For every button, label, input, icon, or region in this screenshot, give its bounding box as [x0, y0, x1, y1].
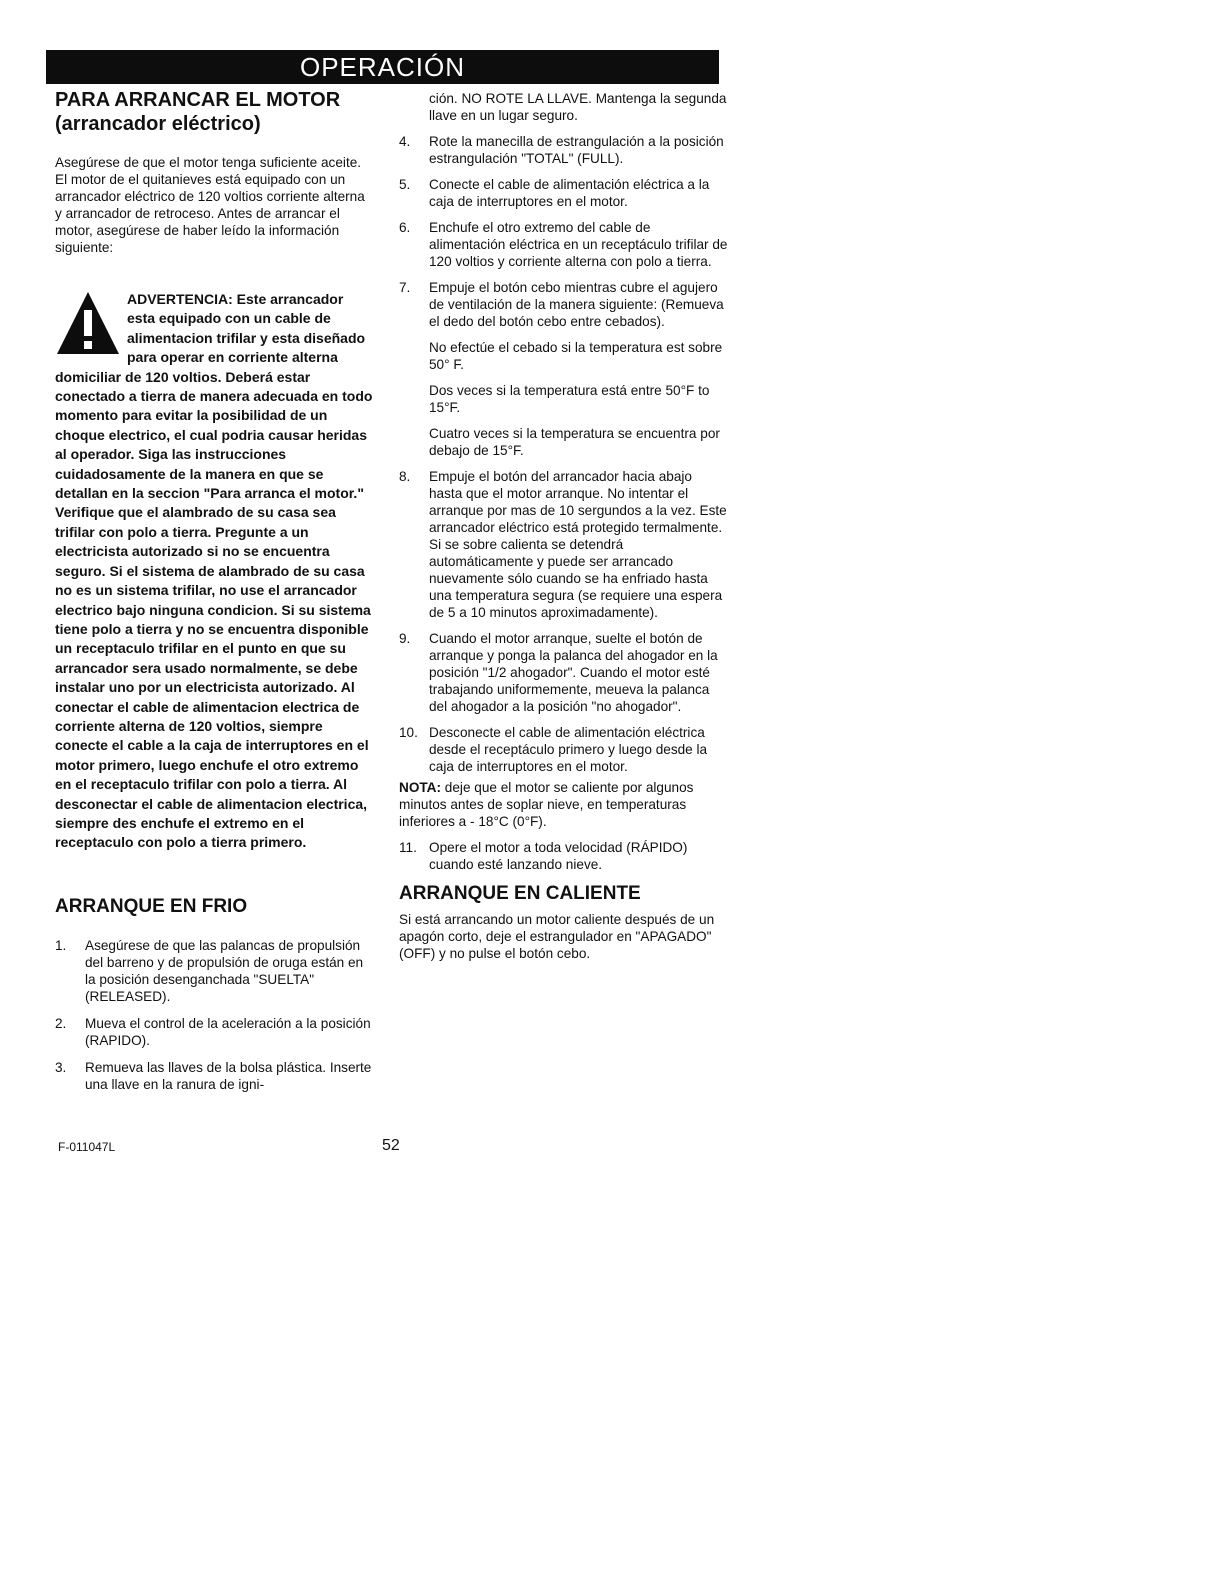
cold-start-steps-left — [55, 937, 373, 1093]
step-number: 3. — [55, 1059, 67, 1075]
list-item — [399, 133, 729, 167]
step-number: 2. — [55, 1015, 67, 1031]
list-item — [399, 724, 729, 775]
section-subtitle: (arrancador eléctrico) — [55, 113, 261, 135]
page-number: 52 — [382, 1137, 400, 1154]
list-item — [399, 630, 729, 715]
step-text: Asegúrese de que las palancas de propulsión del barreno y de propulsión de oruga están en la posición desenganchada "SUELTA" (RELEASED). — [85, 937, 364, 1004]
step-text: Enchufe el otro extremo del cable de alimentación eléctrica en un receptáculo trifilar de 120 voltios y corriente alterna con polo a tierra. — [429, 220, 728, 269]
step-number: 1. — [55, 937, 67, 953]
step-number: 8. — [399, 469, 411, 484]
step-number: 7. — [399, 280, 411, 295]
note-label: NOTA: — [399, 780, 442, 795]
note-text: deje que el motor se caliente por algunos minutos antes de soplar nieve, en temperaturas inferiores a - 18°C (0°F). — [399, 780, 694, 829]
step-number: 11. — [399, 840, 417, 855]
step-text: Opere el motor a toda velocidad (RÁPIDO) cuando esté lanzando nieve. — [429, 840, 688, 872]
list-item — [399, 279, 729, 330]
hot-start-paragraph: Si está arrancando un motor caliente después de un apagón corto, deje el estrangulador en "APAGADO" (OFF) y no pulse el botón cebo. — [399, 912, 715, 961]
warning-block — [55, 290, 373, 853]
step-text: Conecte el cable de alimentación eléctrica a la caja de interruptores en el motor. — [429, 177, 710, 209]
step-text: Mueva el control de la aceleración a la posición (RAPIDO). — [85, 1015, 371, 1048]
left-column — [55, 88, 373, 1093]
cold-start-steps-right-a — [399, 133, 729, 330]
list-item — [399, 468, 729, 621]
list-item — [55, 1059, 373, 1093]
list-item — [399, 219, 729, 270]
step-text: Desconecte el cable de alimentación eléctrica desde el receptáculo primero y luego desde la caja de interruptores en el motor. — [429, 725, 708, 774]
cold-start-title: ARRANQUE EN FRIO — [55, 895, 248, 917]
warning-triangle-icon — [55, 290, 121, 356]
step-number: 4. — [399, 134, 411, 149]
cold-start-steps-right-c — [399, 839, 729, 873]
list-item — [399, 839, 729, 873]
intro-paragraph: Asegúrese de que el motor tenga suficiente aceite. El motor de el quitanieves está equipado con un arrancador eléctrico de 120 voltios corriente alterna y arrancador de retroceso. Antes de arrancar el motor, asegúrese de haber leído la información siguiente: — [55, 155, 365, 255]
list-item — [399, 176, 729, 210]
list-item — [55, 937, 373, 1005]
note-paragraph — [399, 779, 729, 830]
step-number: 5. — [399, 177, 411, 192]
section-title: PARA ARRANCAR EL MOTOR — [55, 89, 341, 111]
primer-note: Cuatro veces si la temperatura se encuentra por debajo de 15°F. — [429, 426, 720, 458]
hot-start-title: ARRANQUE EN CALIENTE — [399, 883, 641, 904]
warning-text: ADVERTENCIA: Este arrancador esta equipado con un cable de alimentacion trifilar y esta diseñado para operar en corriente alterna domiciliar de 120 voltios. Deberá estar conectado a tierra de manera adecuada en todo momento para evitar la posibilidad de un choque electrico, el cual podria causar heridas al operador. Siga las instrucciones cuidadosamente de la manera en que se detallan en la seccion "Para arranca el motor." Verifique que el alambrado de su casa sea trifilar con polo a tierra. Pregunte a un electricista autorizado si no se encuentra seguro. Si el sistema de alambrado de su casa no es un sistema trifilar, no use el arrancador electrico bajo ninguna condicion. Si su sistema tiene polo a tierra y no se encuentra disponible un receptaculo trifilar en el punto en que su arrancador sera usado normalmente, se debe instalar uno por un electricista autorizado. Al conectar el cable de alimentacion electrica de corriente alterna de 120 voltios, siempre conecte el cable a la caja de interruptores en el motor primero, luego enchufe el otro extremo en el receptaculo trifilar con polo a tierra. Al desconectar el cable de alimentacion electrica, siempre des enchufe el extremo en el receptaculo con polo a tierra primero. — [55, 291, 373, 851]
step-text: Empuje el botón del arrancador hacia abajo hasta que el motor arranque. No intentar el arranque por mas de 10 sergundos a la vez. Este arrancador eléctrico está protegido termalmente. Si se sobre calienta se detendrá automáticamente y puede ser arrancado nuevamente sólo cuando se ha enfriado hasta una temperatura segura (se requiere una espera de 5 a 10 minutos aproximadamente). — [429, 469, 727, 620]
step-text: Empuje el botón cebo mientras cubre el agujero de ventilación de la manera siguiente: (Remueva el dedo del botón cebo entre cebados). — [429, 280, 724, 329]
step-text: Rote la manecilla de estrangulación a la posición estrangulación "TOTAL" (FULL). — [429, 134, 724, 166]
step-text: Remueva las llaves de la bolsa plástica. Inserte una llave en la ranura de igni- — [85, 1059, 372, 1092]
primer-note: Dos veces si la temperatura está entre 50°F to 15°F. — [429, 383, 710, 415]
list-item — [55, 1015, 373, 1049]
step-text: Cuando el motor arranque, suelte el botón de arranque y ponga la palanca del ahogador en la posición "1/2 ahogador". Cuando el motor esté trabajando uniformemente, meueva la palanca del ahogador a la posición "no ahogador". — [429, 631, 718, 714]
primer-note: No efectúe el cebado si la temperatura est sobre 50° F. — [429, 340, 723, 372]
step-number: 10. — [399, 725, 418, 740]
right-column — [399, 90, 729, 962]
step-number: 9. — [399, 631, 411, 646]
step-continuation: ción. NO ROTE LA LLAVE. Mantenga la segunda llave en un lugar seguro. — [429, 91, 727, 123]
section-banner: OPERACIÓN — [46, 50, 719, 84]
step-number: 6. — [399, 220, 411, 235]
cold-start-steps-right-b — [399, 468, 729, 775]
document-code: F-011047L — [58, 1140, 116, 1154]
